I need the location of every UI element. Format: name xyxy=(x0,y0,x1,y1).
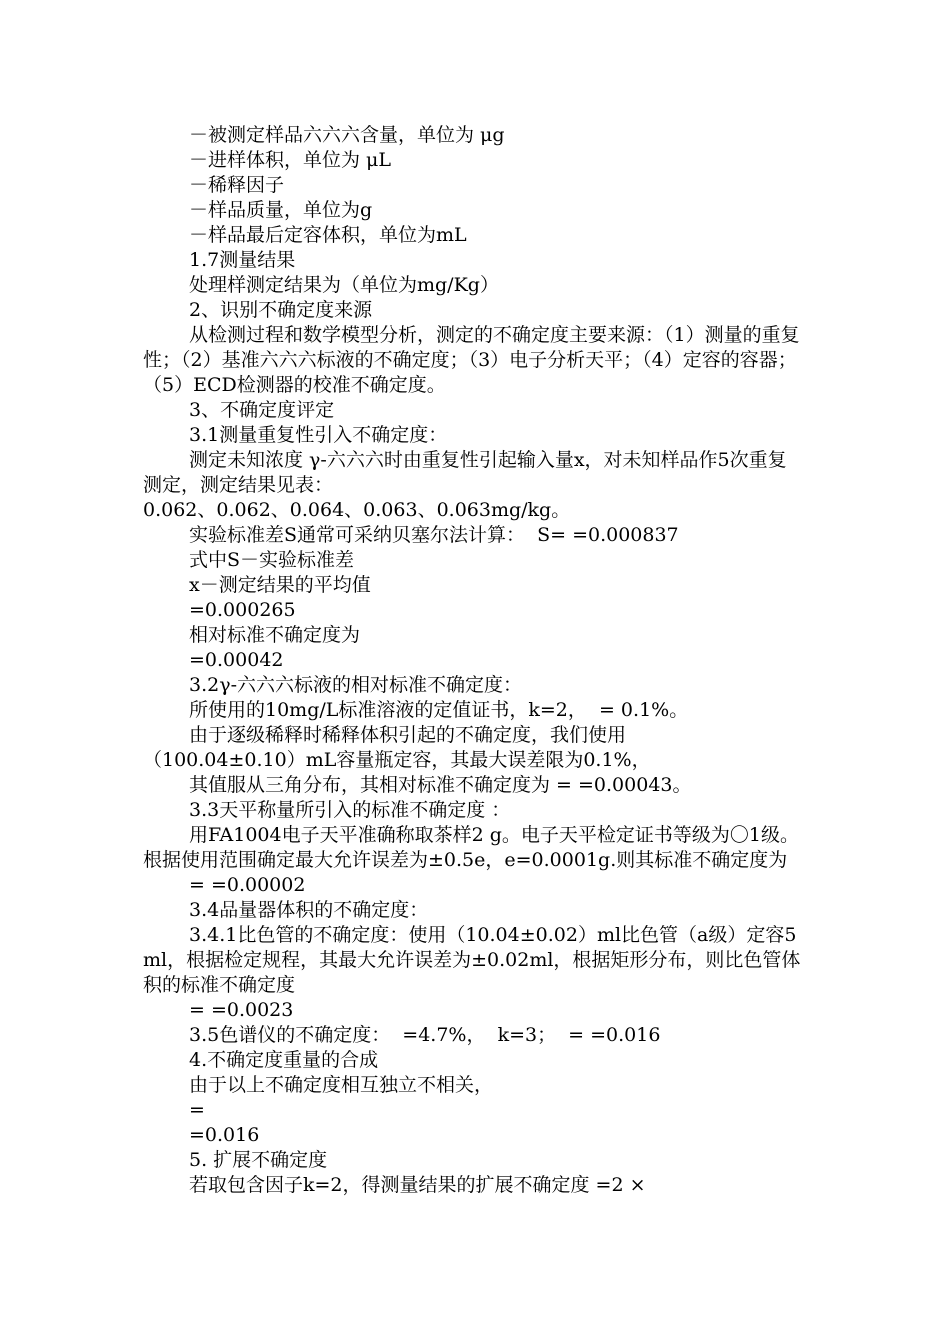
paragraph: 2、识别不确定度来源 xyxy=(189,299,373,321)
paragraph: =0.000265 xyxy=(189,599,296,621)
paragraph: 5. 扩展不确定度 xyxy=(189,1149,328,1171)
paragraph: 从检测过程和数学模型分析，测定的不确定度主要来源：（1）测量的重复性；（2）基准六六六标液的不确定度；（3）电子分析天平；（4）定容的容器；（5）ECD检测器的校准不确定度。 xyxy=(143,324,800,396)
paragraph: 1.7测量结果 xyxy=(189,249,296,271)
paragraph: 0.062、0.062、0.064、0.063、0.063mg/kg。 xyxy=(143,499,571,521)
paragraph: －稀释因子 xyxy=(189,174,285,196)
paragraph: －样品最后定容体积，单位为mL xyxy=(189,224,467,246)
paragraph: =0.016 xyxy=(189,1124,260,1146)
paragraph: 3.2γ-六六六标液的相对标准不确定度： xyxy=(189,674,522,696)
paragraph: －样品质量，单位为g xyxy=(189,199,373,221)
paragraph: 由于逐级稀释时稀释体积引起的不确定度，我们使用 xyxy=(189,724,627,746)
paragraph: 3.3天平称量所引入的标准不确定度 ： xyxy=(189,799,511,821)
paragraph: －被测定样品六六六含量，单位为 μg xyxy=(189,124,505,146)
paragraph: 3、不确定度评定 xyxy=(189,399,335,421)
paragraph: 3.5色谱仪的不确定度： =4.7%， k=3； = =0.016 xyxy=(189,1024,661,1046)
paragraph: 实验标准差S通常可采纳贝塞尔法计算： S= =0.000837 xyxy=(189,524,679,546)
paragraph: = =0.0023 xyxy=(189,999,294,1021)
paragraph: 3.4.1比色管的不确定度：使用（10.04±0.02）ml比色管（a级）定容5ml，根据检定规程，其最大允许误差为±0.02ml，根据矩形分布，则比色管体积的标准不确定度 xyxy=(143,924,801,996)
paragraph: 3.1测量重复性引入不确定度： xyxy=(189,424,448,446)
paragraph: 若取包含因子k=2，得测量结果的扩展不确定度 =2 × xyxy=(189,1174,646,1196)
paragraph: 3.4品量器体积的不确定度： xyxy=(189,899,429,921)
paragraph: 式中S－实验标准差 xyxy=(189,549,355,571)
paragraph: =0.00042 xyxy=(189,649,284,671)
paragraph: x－测定结果的平均值 xyxy=(189,574,371,596)
paragraph: 4.不确定度重量的合成 xyxy=(189,1049,379,1071)
paragraph: 所使用的10mg/L标准溶液的定值证书，k=2， = 0.1%。 xyxy=(189,699,689,721)
paragraph: = =0.00002 xyxy=(189,874,306,896)
document-body xyxy=(143,123,803,1198)
paragraph: 测定未知浓度 γ-六六六时由重复性引起输入量x，对未知样品作5次重复测定，测定结果见表： xyxy=(143,449,787,496)
paragraph: （100.04±0.10）mL容量瓶定容，其最大误差限为0.1%， xyxy=(143,749,651,771)
paragraph: －进样体积，单位为 μL xyxy=(189,149,392,171)
paragraph: 用FA1004电子天平准确称取茶样2 g。电子天平检定证书等级为〇1级。根据使用范围确定最大允许误差为±0.5e，e=0.0001g.则其标准不确定度为 xyxy=(143,824,799,871)
paragraph: 由于以上不确定度相互独立不相关， xyxy=(189,1074,494,1096)
paragraph: = xyxy=(189,1099,205,1121)
paragraph: 其值服从三角分布，其相对标准不确定度为 = =0.00043。 xyxy=(189,774,692,796)
paragraph: 相对标准不确定度为 xyxy=(189,624,361,646)
paragraph: 处理样测定结果为（单位为mg/Kg） xyxy=(189,274,499,296)
